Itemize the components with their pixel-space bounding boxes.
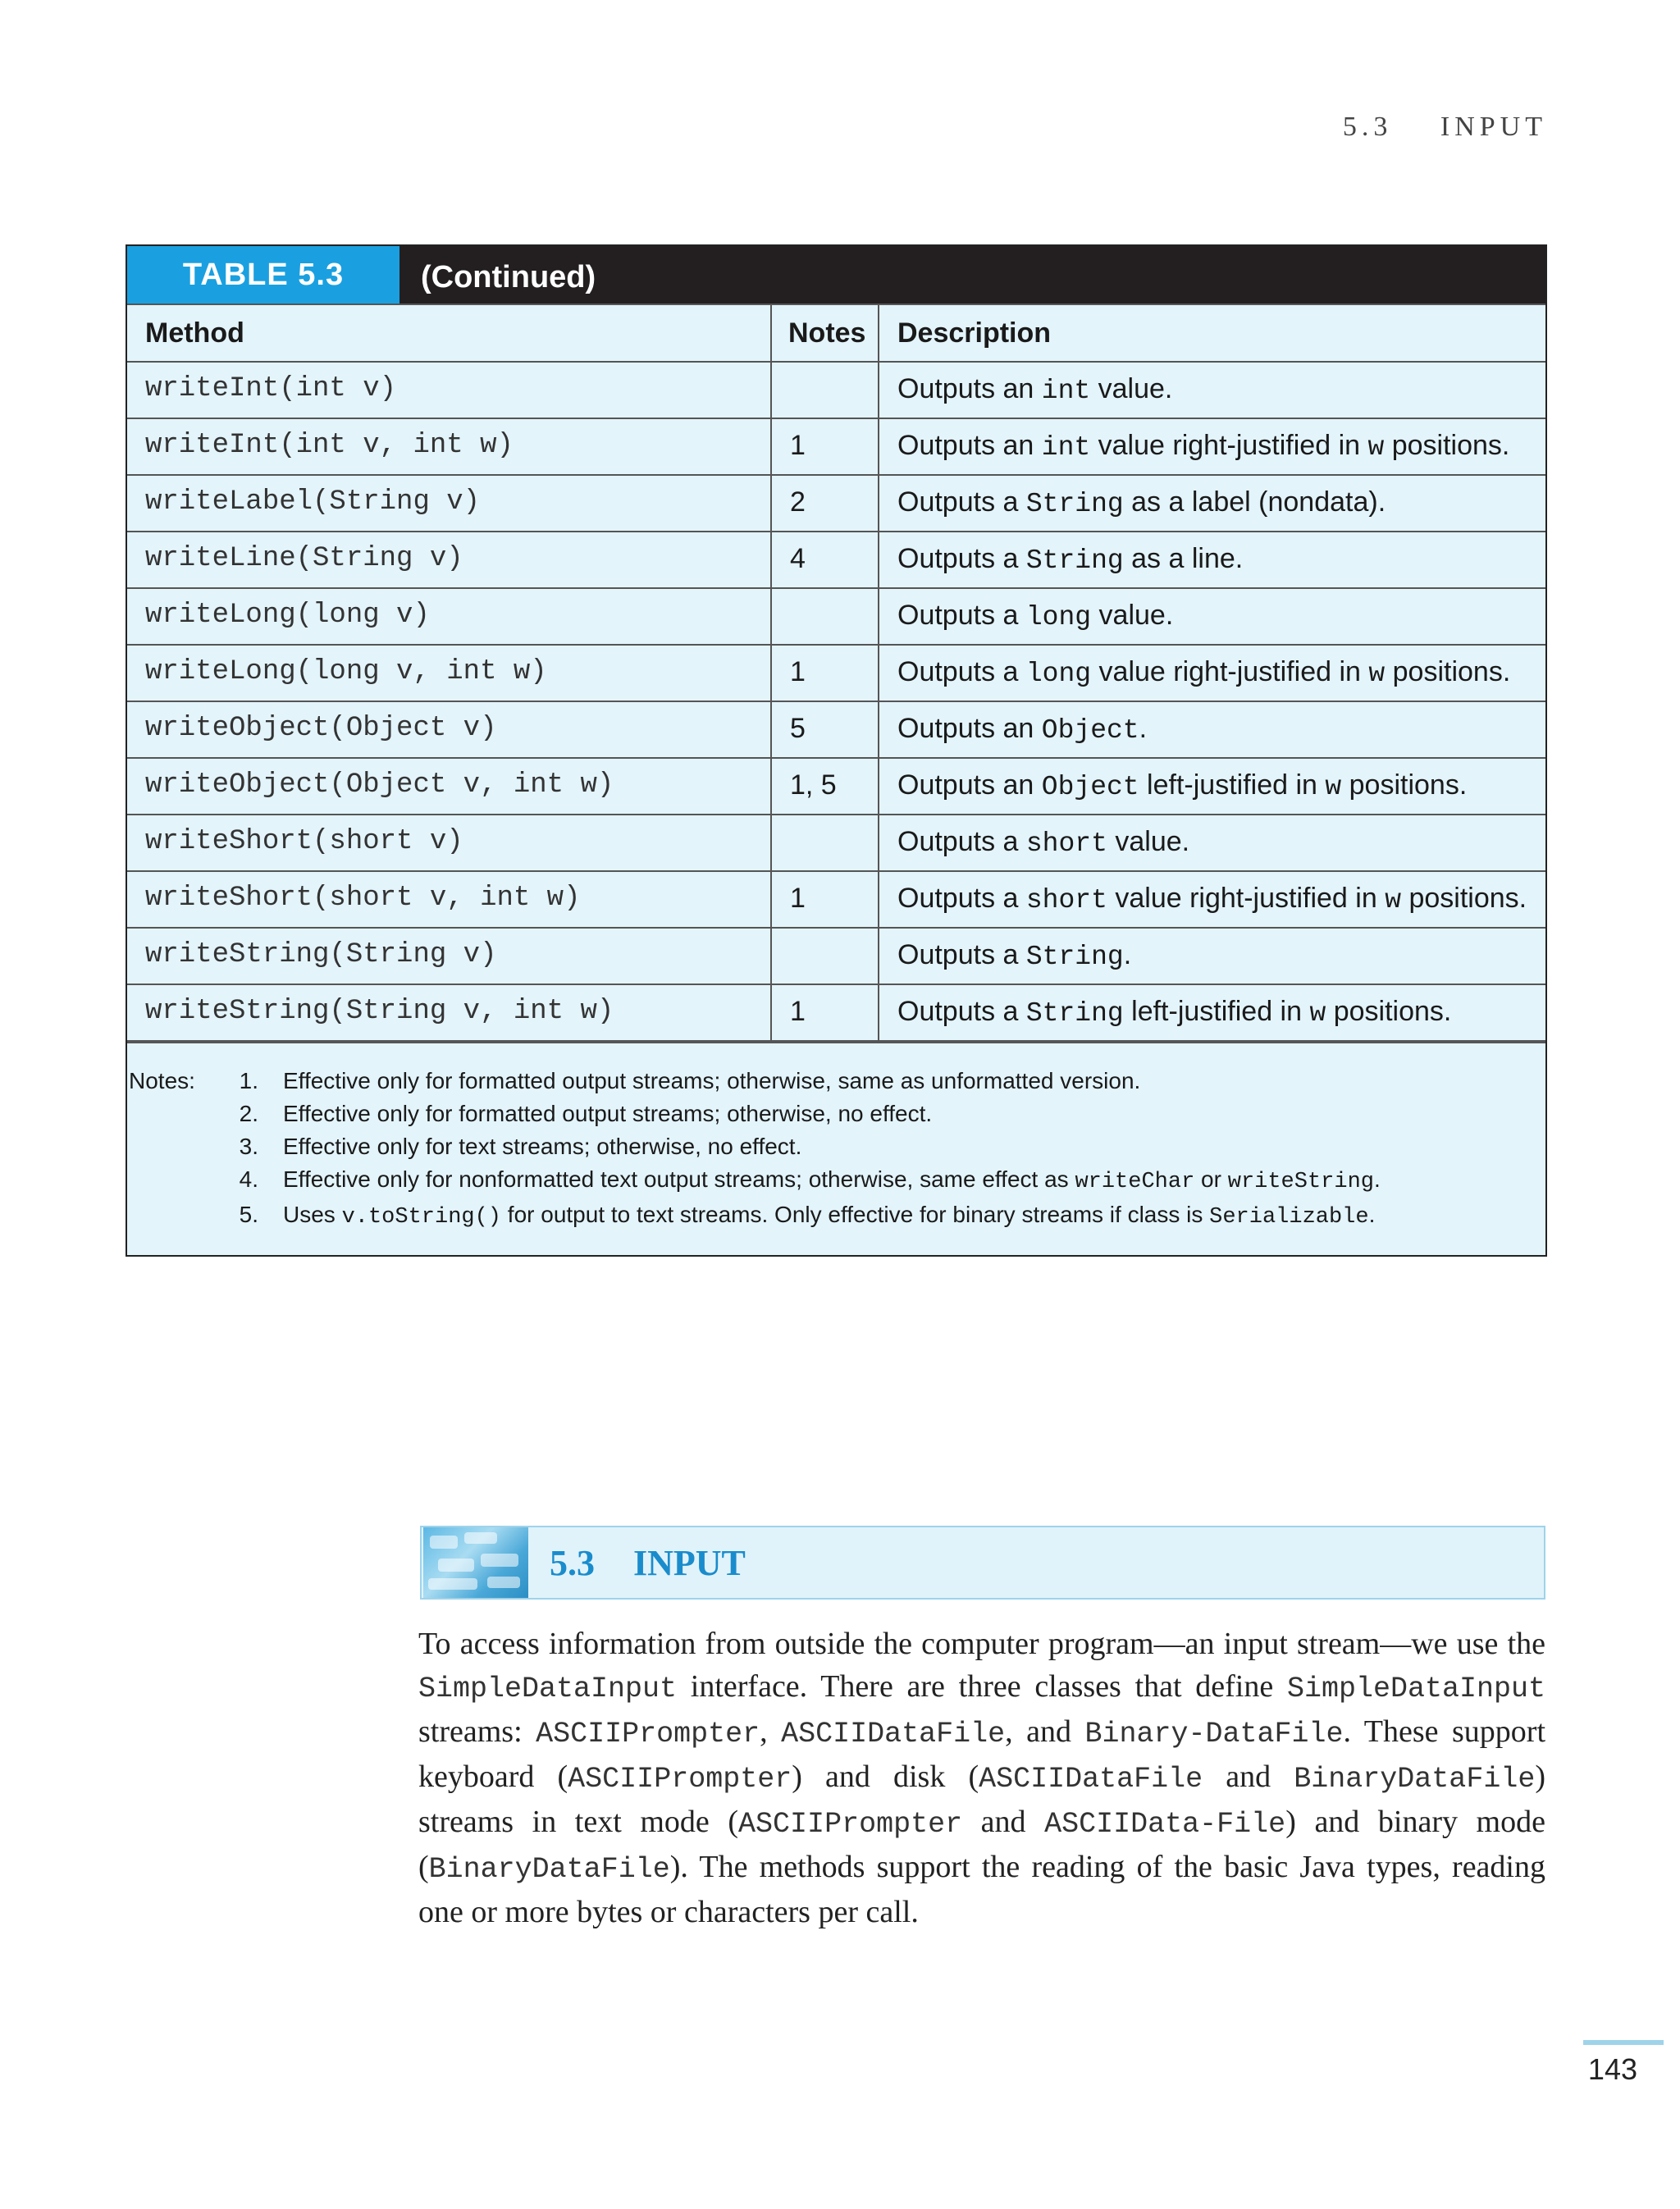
body-paragraph bbox=[418, 1623, 1545, 1933]
table-row bbox=[127, 871, 1545, 928]
method-notes bbox=[771, 928, 879, 984]
method-description bbox=[879, 871, 1545, 928]
running-header bbox=[1343, 112, 1547, 143]
note-number: 5. bbox=[239, 1202, 258, 1227]
text-run: Outputs a bbox=[897, 883, 1026, 914]
table-row bbox=[127, 475, 1545, 532]
code-term: String bbox=[1025, 998, 1124, 1029]
method-notes: 5 bbox=[771, 701, 879, 758]
text-run: , and bbox=[1005, 1714, 1085, 1749]
method-notes: 1 bbox=[771, 645, 879, 701]
text-run: ) and binary mode ( bbox=[418, 1805, 1545, 1884]
text-run: Outputs a bbox=[897, 656, 1026, 687]
text-run: positions. bbox=[1326, 996, 1452, 1027]
table-continued: (Continued) bbox=[421, 259, 596, 294]
note-item bbox=[127, 1065, 1545, 1098]
page-number: 143 bbox=[1587, 2052, 1637, 2086]
text-run: Uses bbox=[283, 1202, 342, 1227]
code-term: ASCIIPrompter bbox=[536, 1718, 760, 1750]
table-row bbox=[127, 362, 1545, 418]
method-description bbox=[879, 928, 1545, 984]
method-notes: 1 bbox=[771, 418, 879, 475]
code-term: Object bbox=[1041, 772, 1139, 802]
text-run: for output to text streams. Only effective for binary streams if class is bbox=[501, 1202, 1210, 1227]
notes-label bbox=[127, 1098, 201, 1130]
note-text bbox=[283, 1198, 1375, 1234]
method-description bbox=[879, 758, 1545, 815]
note-text bbox=[283, 1065, 1140, 1098]
text-run: value right-justified in bbox=[1107, 883, 1386, 914]
method-signature: writeLabel(String v) bbox=[127, 475, 771, 532]
text-run: Outputs an bbox=[897, 769, 1042, 801]
code-term: String bbox=[1025, 942, 1124, 972]
text-run: value. bbox=[1107, 826, 1190, 857]
note-item bbox=[127, 1163, 1545, 1198]
text-run: ) and disk ( bbox=[792, 1759, 979, 1794]
text-run: . bbox=[1373, 1166, 1381, 1192]
method-notes: 1 bbox=[771, 984, 879, 1041]
notes-label bbox=[127, 1198, 201, 1234]
code-term: int bbox=[1041, 432, 1091, 463]
table-row bbox=[127, 984, 1545, 1041]
code-term: w bbox=[1367, 432, 1385, 463]
code-term: String bbox=[1025, 489, 1124, 519]
table-row bbox=[127, 758, 1545, 815]
table-caption bbox=[127, 246, 1545, 304]
text-run: value. bbox=[1090, 373, 1173, 404]
method-signature: writeShort(short v) bbox=[127, 815, 771, 871]
section-title-text: INPUT bbox=[633, 1542, 746, 1583]
method-signature: writeObject(Object v, int w) bbox=[127, 758, 771, 815]
keyboard-icon bbox=[423, 1527, 528, 1598]
text-run: ). The methods support the reading of the basic Java types, reading one or more bytes or characters per call. bbox=[418, 1850, 1545, 1929]
method-signature: writeShort(short v, int w) bbox=[127, 871, 771, 928]
header-description: Description bbox=[879, 304, 1545, 362]
text-run: streams: bbox=[418, 1714, 536, 1749]
text-run: Effective only for formatted output streams; otherwise, no effect. bbox=[283, 1101, 933, 1126]
text-run: Outputs a bbox=[897, 826, 1026, 857]
text-run: as a label (nondata). bbox=[1123, 486, 1386, 518]
text-run: To access information from outside the computer program—an input stream—we use the bbox=[418, 1627, 1545, 1661]
method-notes: 2 bbox=[771, 475, 879, 532]
code-term: BinaryDataFile bbox=[1294, 1763, 1536, 1796]
text-run: Outputs an bbox=[897, 430, 1042, 461]
code-term: ASCIIData-File bbox=[1044, 1808, 1286, 1841]
note-text bbox=[283, 1163, 1381, 1198]
text-run: positions. bbox=[1385, 656, 1511, 687]
text-run: value right-justified in bbox=[1090, 430, 1368, 461]
table-row bbox=[127, 532, 1545, 588]
code-term: w bbox=[1368, 659, 1386, 689]
header-method: Method bbox=[127, 304, 771, 362]
page-number-bar bbox=[1583, 2040, 1664, 2045]
text-run: , bbox=[760, 1714, 782, 1749]
text-run: ) streams in text mode ( bbox=[418, 1759, 1545, 1839]
code-term: short bbox=[1025, 828, 1107, 859]
text-run: left-justified in bbox=[1139, 769, 1326, 801]
note-number: 3. bbox=[239, 1134, 258, 1159]
note-number: 1. bbox=[239, 1068, 258, 1093]
text-run: value right-justified in bbox=[1091, 656, 1369, 687]
method-notes: 1, 5 bbox=[771, 758, 879, 815]
note-item bbox=[127, 1198, 1545, 1234]
text-run: positions. bbox=[1341, 769, 1468, 801]
note-item bbox=[127, 1130, 1545, 1163]
table-row bbox=[127, 418, 1545, 475]
method-signature: writeLong(long v) bbox=[127, 588, 771, 645]
notes-label: Notes: bbox=[129, 1068, 195, 1093]
method-signature: writeLong(long v, int w) bbox=[127, 645, 771, 701]
code-term: String bbox=[1025, 545, 1124, 576]
text-run: Effective only for formatted output streams; otherwise, same as unformatted version. bbox=[283, 1068, 1141, 1093]
method-description bbox=[879, 645, 1545, 701]
text-run: left-justified in bbox=[1123, 996, 1310, 1027]
text-run: . These support keyboard ( bbox=[418, 1714, 1546, 1794]
code-term: Serializable bbox=[1209, 1205, 1369, 1230]
table-notes bbox=[127, 1042, 1545, 1255]
code-term: writeChar bbox=[1075, 1170, 1195, 1194]
code-term: int bbox=[1041, 376, 1091, 406]
table-header-row bbox=[127, 304, 1545, 362]
text-run: Outputs an bbox=[897, 713, 1042, 744]
text-run: Outputs a bbox=[897, 600, 1026, 631]
section-number: 5.3 bbox=[550, 1542, 595, 1583]
code-term: long bbox=[1025, 602, 1092, 632]
text-run: interface. There are three classes that define bbox=[677, 1669, 1287, 1704]
code-term: SimpleDataInput bbox=[418, 1673, 678, 1705]
code-term: w bbox=[1325, 772, 1342, 802]
note-text bbox=[283, 1130, 801, 1163]
text-run: Outputs a bbox=[897, 486, 1026, 518]
text-run: Outputs a bbox=[897, 996, 1026, 1027]
text-run: Outputs an bbox=[897, 373, 1042, 404]
header-notes: Notes bbox=[771, 304, 879, 362]
method-signature: writeObject(Object v) bbox=[127, 701, 771, 758]
method-description bbox=[879, 701, 1545, 758]
note-text bbox=[283, 1098, 932, 1130]
text-run: positions. bbox=[1401, 883, 1527, 914]
table-row bbox=[127, 815, 1545, 871]
code-term: ASCIIDataFile bbox=[979, 1763, 1203, 1796]
method-description bbox=[879, 984, 1545, 1041]
code-term: Binary-DataFile bbox=[1084, 1718, 1344, 1750]
method-description bbox=[879, 418, 1545, 475]
text-run: . bbox=[1368, 1202, 1376, 1227]
method-description bbox=[879, 588, 1545, 645]
text-run: as a line. bbox=[1123, 543, 1244, 574]
text-run: positions. bbox=[1384, 430, 1510, 461]
notes-label bbox=[127, 1163, 201, 1198]
section-title bbox=[550, 1542, 746, 1584]
method-notes bbox=[771, 588, 879, 645]
method-signature: writeLine(String v) bbox=[127, 532, 771, 588]
table-label: TABLE 5.3 bbox=[127, 246, 399, 304]
code-term: Object bbox=[1041, 715, 1139, 746]
code-term: BinaryDataFile bbox=[428, 1853, 670, 1886]
table-row bbox=[127, 928, 1545, 984]
text-run: and bbox=[962, 1805, 1045, 1839]
method-description bbox=[879, 815, 1545, 871]
method-signature: writeInt(int v, int w) bbox=[127, 418, 771, 475]
text-run: Outputs a bbox=[897, 939, 1026, 970]
method-signature: writeInt(int v) bbox=[127, 362, 771, 418]
text-run: . bbox=[1139, 713, 1148, 744]
code-term: SimpleDataInput bbox=[1286, 1673, 1545, 1705]
code-term: ASCIIPrompter bbox=[568, 1763, 792, 1796]
table-block bbox=[126, 244, 1547, 1257]
method-description bbox=[879, 362, 1545, 418]
table-row bbox=[127, 645, 1545, 701]
code-term: long bbox=[1025, 659, 1092, 689]
running-header-title: INPUT bbox=[1440, 112, 1547, 142]
text-run: Effective only for nonformatted text output streams; otherwise, same effect as bbox=[283, 1166, 1075, 1192]
text-run: value. bbox=[1091, 600, 1174, 631]
code-term: writeString bbox=[1227, 1170, 1374, 1194]
section-heading bbox=[420, 1526, 1545, 1600]
table-row bbox=[127, 701, 1545, 758]
method-notes bbox=[771, 815, 879, 871]
method-notes bbox=[771, 362, 879, 418]
text-run: and bbox=[1203, 1759, 1294, 1794]
table-row bbox=[127, 588, 1545, 645]
code-term: ASCIIPrompter bbox=[738, 1808, 963, 1841]
text-run: Effective only for text streams; otherwise, no effect. bbox=[283, 1134, 802, 1159]
text-run: . bbox=[1123, 939, 1132, 970]
notes-label bbox=[127, 1130, 201, 1163]
code-term: short bbox=[1025, 885, 1107, 915]
code-term: v.toString() bbox=[341, 1205, 502, 1230]
running-header-section: 5.3 bbox=[1342, 112, 1393, 142]
text-run: Outputs a bbox=[897, 543, 1026, 574]
note-item bbox=[127, 1098, 1545, 1130]
method-description bbox=[879, 475, 1545, 532]
note-number: 2. bbox=[239, 1101, 258, 1126]
code-term: ASCIIDataFile bbox=[781, 1718, 1006, 1750]
method-notes: 1 bbox=[771, 871, 879, 928]
note-number: 4. bbox=[239, 1166, 258, 1192]
method-signature: writeString(String v) bbox=[127, 928, 771, 984]
code-term: w bbox=[1385, 885, 1401, 915]
text-run: or bbox=[1194, 1166, 1228, 1192]
method-description bbox=[879, 532, 1545, 588]
code-term: w bbox=[1309, 998, 1326, 1029]
method-notes: 4 bbox=[771, 532, 879, 588]
methods-table bbox=[127, 304, 1545, 1042]
method-signature: writeString(String v, int w) bbox=[127, 984, 771, 1041]
